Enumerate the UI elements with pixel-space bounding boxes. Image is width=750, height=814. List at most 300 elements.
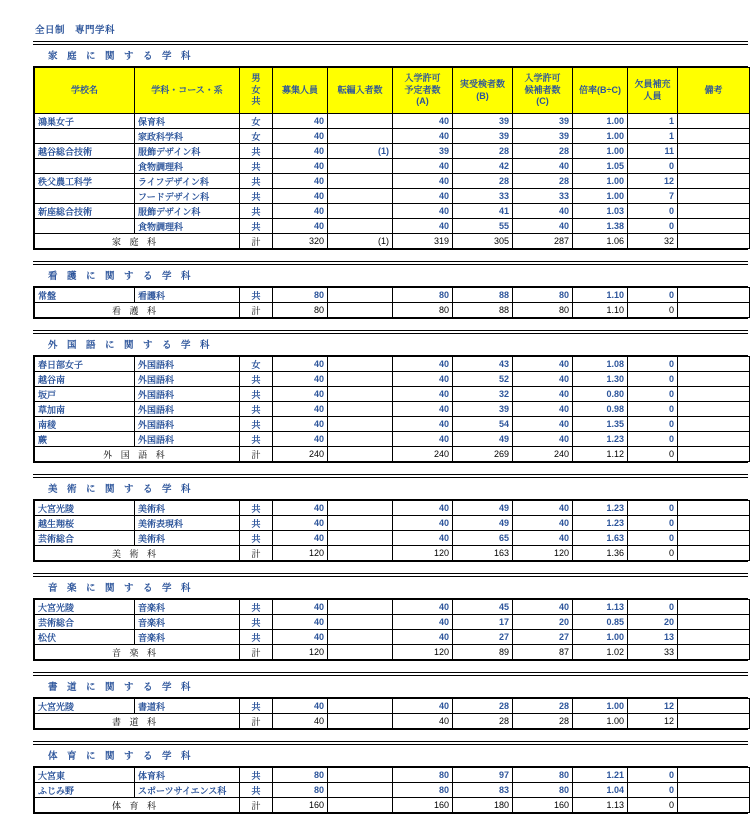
total-examinees: 163: [453, 546, 513, 561]
row-capacity: 80: [273, 288, 328, 303]
total-permit-candidates: 80: [513, 303, 573, 318]
table-row: [35, 768, 750, 783]
column-header-permit-planned-line: 入学許可: [404, 73, 441, 84]
row-ratio: 1.00: [573, 114, 628, 129]
section-table-wrapper: [33, 286, 748, 319]
row-permit-candidates: 33: [513, 189, 573, 204]
row-permit-candidates: 40: [513, 600, 573, 615]
column-header-permit-candidates: [513, 68, 573, 114]
row-vacancy: 20: [628, 615, 678, 630]
total-permit-planned: 120: [393, 546, 453, 561]
row-permit-planned: 40: [393, 417, 453, 432]
row-course: 音楽科: [135, 600, 240, 615]
row-course: 美術科: [135, 531, 240, 546]
row-ratio: 1.63: [573, 531, 628, 546]
total-sex: 計: [240, 546, 273, 561]
row-note: [678, 219, 750, 234]
section: [0, 474, 750, 562]
row-note: [678, 615, 750, 630]
row-course: 書道科: [135, 699, 240, 714]
row-transfer: [328, 219, 393, 234]
section: [0, 741, 750, 814]
row-sex: 共: [240, 288, 273, 303]
row-permit-planned: 80: [393, 783, 453, 798]
row-permit-planned: 40: [393, 159, 453, 174]
total-capacity: 40: [273, 714, 328, 729]
row-capacity: 40: [273, 432, 328, 447]
row-transfer: (1): [328, 144, 393, 159]
row-examinees: 83: [453, 783, 513, 798]
total-ratio: 1.06: [573, 234, 628, 249]
row-ratio: 1.08: [573, 357, 628, 372]
row-sex: 共: [240, 630, 273, 645]
row-school: 常盤: [35, 288, 135, 303]
table-row: [35, 204, 750, 219]
row-capacity: 40: [273, 189, 328, 204]
total-permit-candidates: 87: [513, 645, 573, 660]
row-sex: 女: [240, 114, 273, 129]
row-vacancy: 0: [628, 372, 678, 387]
row-transfer: [328, 402, 393, 417]
row-school: 芸術総合: [35, 531, 135, 546]
row-ratio: 1.00: [573, 189, 628, 204]
row-course: 服飾デザイン科: [135, 144, 240, 159]
row-capacity: 40: [273, 174, 328, 189]
table-total-row: [35, 447, 750, 462]
row-capacity: 40: [273, 219, 328, 234]
row-transfer: [328, 600, 393, 615]
row-sex: 共: [240, 615, 273, 630]
total-capacity: 320: [273, 234, 328, 249]
admissions-table: [34, 767, 750, 813]
total-ratio: 1.10: [573, 303, 628, 318]
row-course: 保育科: [135, 114, 240, 129]
row-ratio: 1.13: [573, 600, 628, 615]
row-examinees: 55: [453, 219, 513, 234]
row-course: 家政科学科: [135, 129, 240, 144]
row-sex: 女: [240, 129, 273, 144]
row-examinees: 41: [453, 204, 513, 219]
section: [0, 573, 750, 661]
row-capacity: 40: [273, 531, 328, 546]
table-total-row: [35, 645, 750, 660]
total-capacity: 120: [273, 645, 328, 660]
total-permit-planned: 319: [393, 234, 453, 249]
row-school: ふじみ野: [35, 783, 135, 798]
column-header-permit-planned-line: 予定者数: [404, 84, 441, 95]
total-note: [678, 798, 750, 813]
row-note: [678, 402, 750, 417]
row-permit-planned: 80: [393, 288, 453, 303]
row-sex: 共: [240, 402, 273, 417]
row-school: 越谷総合技術: [35, 144, 135, 159]
column-header-vacancy: [628, 68, 678, 114]
row-sex: 共: [240, 144, 273, 159]
row-examinees: 42: [453, 159, 513, 174]
total-ratio: 1.36: [573, 546, 628, 561]
total-note: [678, 546, 750, 561]
row-vacancy: 0: [628, 501, 678, 516]
row-vacancy: 0: [628, 516, 678, 531]
total-sex: 計: [240, 714, 273, 729]
row-school: 越生翔桜: [35, 516, 135, 531]
row-examinees: 28: [453, 144, 513, 159]
row-sex: 共: [240, 219, 273, 234]
row-transfer: [328, 372, 393, 387]
row-school: [35, 219, 135, 234]
total-transfer: [328, 447, 393, 462]
total-permit-candidates: 120: [513, 546, 573, 561]
admissions-table: [34, 356, 750, 462]
row-ratio: 0.80: [573, 387, 628, 402]
table-row: [35, 219, 750, 234]
row-sex: 共: [240, 501, 273, 516]
row-examinees: 39: [453, 402, 513, 417]
section-title: 家 庭 に 関 す る 学 科: [48, 51, 191, 62]
row-course: 外国語科: [135, 387, 240, 402]
row-vacancy: 13: [628, 630, 678, 645]
row-sex: 共: [240, 372, 273, 387]
row-capacity: 40: [273, 615, 328, 630]
row-vacancy: 0: [628, 288, 678, 303]
row-permit-planned: 40: [393, 630, 453, 645]
table-row: [35, 630, 750, 645]
row-permit-planned: 40: [393, 600, 453, 615]
row-sex: 共: [240, 699, 273, 714]
total-permit-planned: 120: [393, 645, 453, 660]
total-vacancy: 12: [628, 714, 678, 729]
row-examinees: 39: [453, 114, 513, 129]
table-row: [35, 174, 750, 189]
row-examinees: 52: [453, 372, 513, 387]
row-permit-candidates: 40: [513, 387, 573, 402]
row-examinees: 28: [453, 699, 513, 714]
row-note: [678, 630, 750, 645]
table-row: [35, 402, 750, 417]
row-sex: 共: [240, 417, 273, 432]
row-sex: 共: [240, 783, 273, 798]
section-title: 体 育 に 関 す る 学 科: [48, 751, 191, 762]
row-examinees: 28: [453, 174, 513, 189]
table-row: [35, 288, 750, 303]
row-capacity: 40: [273, 501, 328, 516]
row-school: 芸術総合: [35, 615, 135, 630]
table-total-row: [35, 234, 750, 249]
column-header-vacancy-line: 人員: [643, 90, 662, 101]
row-ratio: 1.10: [573, 288, 628, 303]
row-capacity: 40: [273, 516, 328, 531]
row-ratio: 0.98: [573, 402, 628, 417]
row-transfer: [328, 768, 393, 783]
row-examinees: 33: [453, 189, 513, 204]
table-row: [35, 600, 750, 615]
row-capacity: 40: [273, 159, 328, 174]
row-school: 坂戸: [35, 387, 135, 402]
row-vacancy: 0: [628, 159, 678, 174]
row-transfer: [328, 630, 393, 645]
row-ratio: 1.05: [573, 159, 628, 174]
total-label: 書 道 科: [35, 714, 240, 729]
row-examinees: 45: [453, 600, 513, 615]
row-permit-candidates: 40: [513, 357, 573, 372]
table-row: [35, 783, 750, 798]
section: [0, 261, 750, 319]
column-header-note: 備考: [678, 68, 750, 114]
total-label: 体 育 科: [35, 798, 240, 813]
row-vacancy: 12: [628, 699, 678, 714]
column-header-permit-candidates-line: 候補者数: [524, 84, 561, 95]
row-transfer: [328, 288, 393, 303]
page-title: 全日制 専門学科: [35, 25, 116, 36]
row-examinees: 39: [453, 129, 513, 144]
row-school: 大宮光陵: [35, 699, 135, 714]
table-row: [35, 189, 750, 204]
row-ratio: 1.30: [573, 372, 628, 387]
total-sex: 計: [240, 798, 273, 813]
total-ratio: 1.12: [573, 447, 628, 462]
row-vacancy: 0: [628, 768, 678, 783]
row-capacity: 40: [273, 204, 328, 219]
total-note: [678, 447, 750, 462]
row-vacancy: 11: [628, 144, 678, 159]
row-capacity: 40: [273, 402, 328, 417]
row-vacancy: 0: [628, 387, 678, 402]
row-transfer: [328, 699, 393, 714]
total-capacity: 120: [273, 546, 328, 561]
total-examinees: 305: [453, 234, 513, 249]
row-transfer: [328, 159, 393, 174]
row-note: [678, 288, 750, 303]
row-ratio: 1.23: [573, 501, 628, 516]
row-course: ライフデザイン科: [135, 174, 240, 189]
row-school: 蕨: [35, 432, 135, 447]
row-permit-candidates: 40: [513, 501, 573, 516]
row-ratio: 1.00: [573, 699, 628, 714]
row-capacity: 40: [273, 144, 328, 159]
total-vacancy: 0: [628, 447, 678, 462]
row-course: 外国語科: [135, 432, 240, 447]
row-school: [35, 189, 135, 204]
row-permit-candidates: 28: [513, 699, 573, 714]
row-ratio: 1.00: [573, 630, 628, 645]
total-sex: 計: [240, 645, 273, 660]
row-note: [678, 432, 750, 447]
total-label: 外 国 語 科: [35, 447, 240, 462]
row-ratio: 1.00: [573, 144, 628, 159]
row-note: [678, 357, 750, 372]
row-course: 外国語科: [135, 417, 240, 432]
table-row: [35, 699, 750, 714]
total-permit-planned: 40: [393, 714, 453, 729]
column-header-transfer: 転編入者数: [328, 68, 393, 114]
total-vacancy: 0: [628, 546, 678, 561]
total-label: 家 庭 科: [35, 234, 240, 249]
row-permit-candidates: 27: [513, 630, 573, 645]
total-permit-candidates: 287: [513, 234, 573, 249]
row-school: 春日部女子: [35, 357, 135, 372]
row-permit-planned: 40: [393, 174, 453, 189]
row-note: [678, 600, 750, 615]
row-permit-planned: 40: [393, 357, 453, 372]
total-permit-candidates: 28: [513, 714, 573, 729]
row-permit-planned: 39: [393, 144, 453, 159]
row-course: 看護科: [135, 288, 240, 303]
row-permit-candidates: 40: [513, 417, 573, 432]
table-total-row: [35, 798, 750, 813]
row-capacity: 40: [273, 129, 328, 144]
total-transfer: [328, 303, 393, 318]
row-school: 越谷南: [35, 372, 135, 387]
row-sex: 共: [240, 189, 273, 204]
row-sex: 共: [240, 204, 273, 219]
row-capacity: 40: [273, 417, 328, 432]
row-course: 食物調理科: [135, 159, 240, 174]
total-note: [678, 234, 750, 249]
row-permit-planned: 40: [393, 204, 453, 219]
admissions-table: [34, 287, 750, 318]
row-examinees: 97: [453, 768, 513, 783]
row-capacity: 40: [273, 372, 328, 387]
row-note: [678, 129, 750, 144]
total-capacity: 80: [273, 303, 328, 318]
row-sex: 共: [240, 531, 273, 546]
row-vacancy: 0: [628, 204, 678, 219]
row-transfer: [328, 189, 393, 204]
total-permit-candidates: 160: [513, 798, 573, 813]
row-note: [678, 144, 750, 159]
column-header-sex: [240, 68, 273, 114]
row-ratio: 1.21: [573, 768, 628, 783]
row-vacancy: 12: [628, 174, 678, 189]
total-ratio: 1.02: [573, 645, 628, 660]
total-capacity: 240: [273, 447, 328, 462]
section-title: 書 道 に 関 す る 学 科: [48, 682, 191, 693]
table-total-row: [35, 546, 750, 561]
row-school: 大宮光陵: [35, 600, 135, 615]
row-permit-candidates: 40: [513, 516, 573, 531]
row-examinees: 65: [453, 531, 513, 546]
row-note: [678, 174, 750, 189]
row-note: [678, 114, 750, 129]
column-header-examinees-line: 実受検者数: [459, 79, 505, 89]
row-course: 外国語科: [135, 357, 240, 372]
row-permit-candidates: 40: [513, 204, 573, 219]
row-note: [678, 501, 750, 516]
row-ratio: 1.35: [573, 417, 628, 432]
row-course: 体育科: [135, 768, 240, 783]
column-header-sex-line: 共: [251, 96, 261, 107]
column-header-sex-line: 女: [251, 84, 261, 95]
admissions-table: [34, 599, 750, 660]
total-sex: 計: [240, 447, 273, 462]
row-transfer: [328, 531, 393, 546]
row-capacity: 40: [273, 357, 328, 372]
row-examinees: 32: [453, 387, 513, 402]
section-title: 外 国 語 に 関 す る 学 科: [48, 340, 210, 351]
admissions-table: [34, 67, 750, 249]
row-course: 音楽科: [135, 615, 240, 630]
row-sex: 共: [240, 600, 273, 615]
row-note: [678, 531, 750, 546]
row-vacancy: 1: [628, 129, 678, 144]
row-school: [35, 129, 135, 144]
row-vacancy: 0: [628, 432, 678, 447]
row-permit-planned: 40: [393, 402, 453, 417]
row-permit-candidates: 80: [513, 288, 573, 303]
column-header-capacity: 募集人員: [273, 68, 328, 114]
row-ratio: 1.23: [573, 516, 628, 531]
row-ratio: 1.03: [573, 204, 628, 219]
row-school: [35, 159, 135, 174]
row-course: 美術表現科: [135, 516, 240, 531]
row-permit-planned: 40: [393, 516, 453, 531]
table-row: [35, 501, 750, 516]
total-transfer: [328, 546, 393, 561]
total-vacancy: 33: [628, 645, 678, 660]
row-examinees: 88: [453, 288, 513, 303]
row-ratio: 1.23: [573, 432, 628, 447]
row-course: 音楽科: [135, 630, 240, 645]
row-permit-candidates: 40: [513, 402, 573, 417]
total-vacancy: 0: [628, 303, 678, 318]
row-transfer: [328, 174, 393, 189]
row-permit-candidates: 20: [513, 615, 573, 630]
total-note: [678, 645, 750, 660]
row-note: [678, 159, 750, 174]
column-header-permit-planned-line: (A): [416, 96, 429, 107]
row-sex: 共: [240, 516, 273, 531]
row-capacity: 40: [273, 114, 328, 129]
row-permit-planned: 40: [393, 387, 453, 402]
total-label: 看 護 科: [35, 303, 240, 318]
row-sex: 共: [240, 432, 273, 447]
total-note: [678, 303, 750, 318]
section-title: 美 術 に 関 す る 学 科: [48, 484, 191, 495]
admissions-table: [34, 500, 750, 561]
section-table-wrapper: [33, 697, 748, 730]
total-transfer: (1): [328, 234, 393, 249]
row-note: [678, 783, 750, 798]
section-title: 音 楽 に 関 す る 学 科: [48, 583, 191, 594]
column-header-vacancy-line: 欠員補充: [634, 79, 671, 89]
column-header-ratio: 倍率(B÷C): [573, 68, 628, 114]
row-examinees: 49: [453, 432, 513, 447]
row-permit-planned: 40: [393, 189, 453, 204]
row-vacancy: 0: [628, 783, 678, 798]
row-vacancy: 1: [628, 114, 678, 129]
row-transfer: [328, 432, 393, 447]
column-header-permit-planned: [393, 68, 453, 114]
total-vacancy: 32: [628, 234, 678, 249]
row-examinees: 27: [453, 630, 513, 645]
table-row: [35, 159, 750, 174]
row-vacancy: 0: [628, 531, 678, 546]
row-permit-candidates: 80: [513, 768, 573, 783]
table-row: [35, 432, 750, 447]
total-ratio: 1.13: [573, 798, 628, 813]
row-course: フードデザイン科: [135, 189, 240, 204]
row-school: 松伏: [35, 630, 135, 645]
row-permit-candidates: 40: [513, 432, 573, 447]
row-transfer: [328, 783, 393, 798]
section-table-wrapper: [33, 766, 748, 814]
row-note: [678, 516, 750, 531]
total-label: 音 楽 科: [35, 645, 240, 660]
row-vacancy: 0: [628, 357, 678, 372]
row-vacancy: 0: [628, 402, 678, 417]
row-school: 南稜: [35, 417, 135, 432]
table-row: [35, 129, 750, 144]
